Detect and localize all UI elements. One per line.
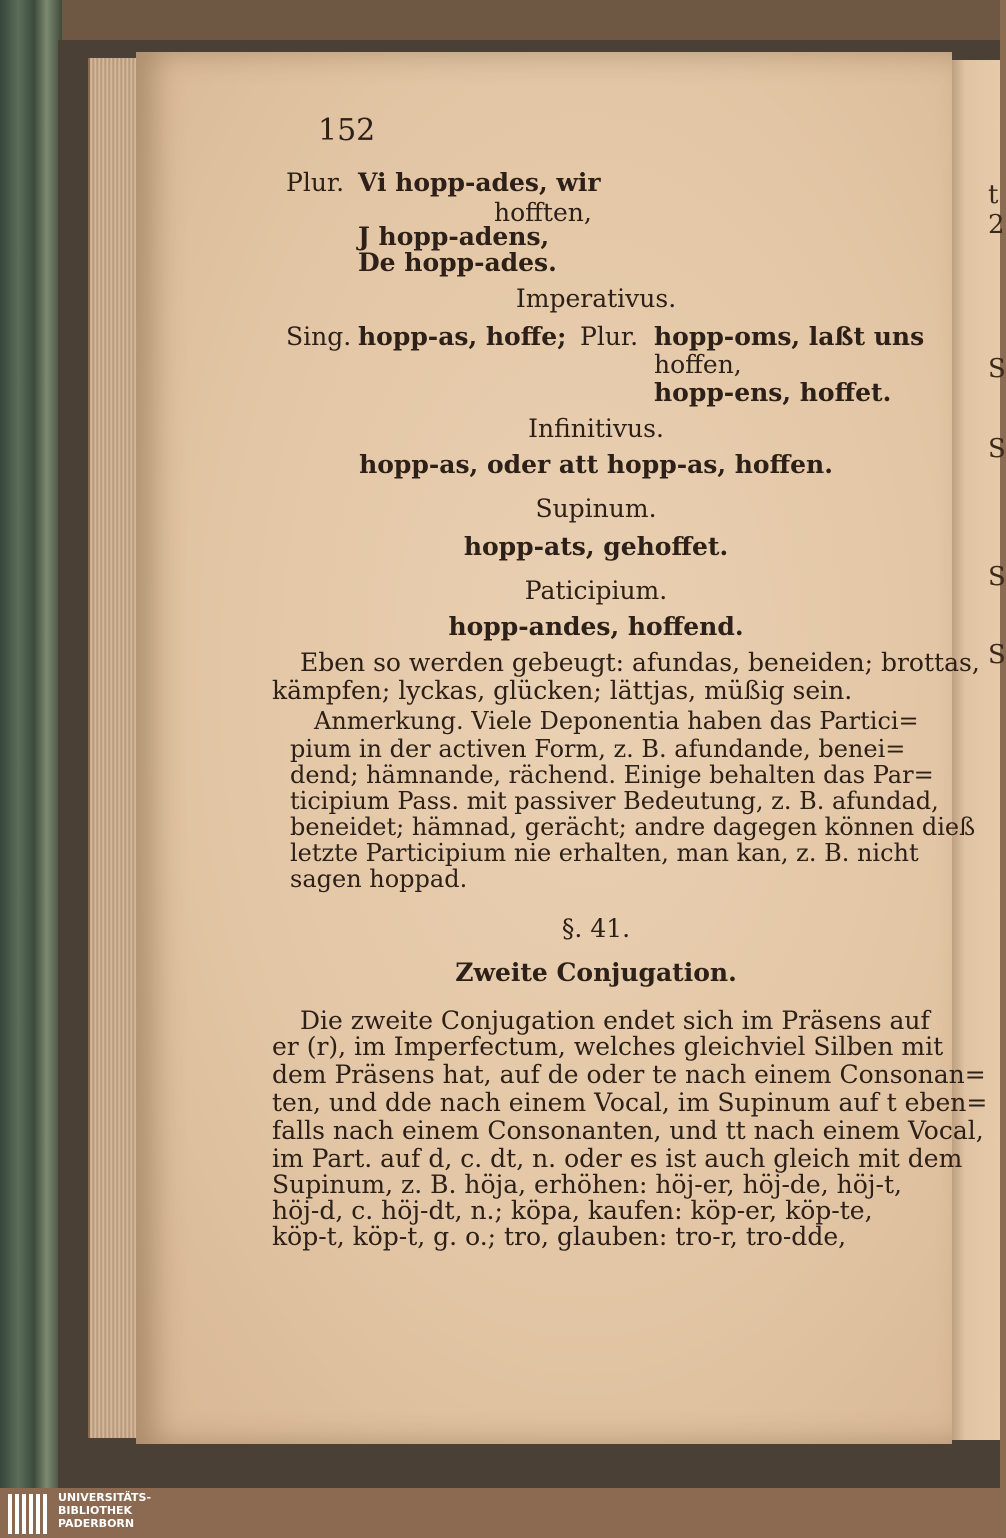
facing-page-fragment: 2 bbox=[988, 210, 1005, 240]
heading-supinum: Supinum. bbox=[535, 494, 657, 523]
plural-label: Plur. bbox=[286, 168, 345, 197]
library-name-line: UNIVERSITÄTS- bbox=[58, 1491, 152, 1504]
note-line: sagen hoppad. bbox=[290, 865, 468, 893]
conjugation-line: J hopp-adens, bbox=[358, 222, 550, 251]
section-title: Zweite Conjugation. bbox=[455, 958, 737, 987]
heading-imperativus: Imperativus. bbox=[515, 284, 677, 313]
note-line: dend; hämnande, rächend. Einige behalten das Par= bbox=[290, 761, 934, 789]
text-line: höj-d, c. höj-dt, n.; köpa, kaufen: köp-er, köp-te, bbox=[272, 1196, 873, 1225]
text-line: im Part. auf d, c. dt, n. oder es ist auch gleich mit dem bbox=[272, 1144, 963, 1173]
text-line: Eben so werden gebeugt: afundas, beneiden; brottas, bbox=[300, 648, 980, 677]
plural-label: Plur. bbox=[580, 322, 639, 351]
page-number: 152 bbox=[318, 113, 376, 148]
facing-page-fragment: S bbox=[988, 562, 1006, 592]
text-line: ten, und dde nach einem Vocal, im Supinum auf t eben= bbox=[272, 1088, 988, 1117]
text-line: Die zweite Conjugation endet sich im Präsens auf bbox=[300, 1006, 930, 1035]
section-number: §. 41. bbox=[561, 914, 631, 943]
note-line: ticipium Pass. mit passiver Bedeutung, z. B. afundad, bbox=[290, 787, 939, 815]
book-spine bbox=[0, 0, 62, 1488]
singular-label: Sing. bbox=[286, 322, 352, 351]
library-name-line: PADERBORN bbox=[58, 1517, 135, 1530]
conjugation-line: hofften, bbox=[494, 198, 592, 227]
facing-page bbox=[950, 60, 1000, 1440]
heading-participium: Paticipium. bbox=[524, 576, 668, 605]
conjugation-line: De hopp-ades. bbox=[358, 248, 557, 277]
text-line: kämpfen; lyckas, glücken; lättjas, müßig sein. bbox=[272, 676, 853, 705]
text-line: dem Präsens hat, auf de oder te nach einem Consonan= bbox=[272, 1060, 986, 1089]
text-line: er (r), im Imperfectum, welches gleichviel Silben mit bbox=[272, 1032, 944, 1061]
library-name-line: BIBLIOTHEK bbox=[58, 1504, 133, 1517]
note-line: beneidet; hämnad, gerächt; andre dagegen können dieß bbox=[290, 813, 976, 841]
library-name bbox=[58, 1491, 151, 1530]
infinitive-form: hopp-as, oder att hopp-as, hoffen. bbox=[359, 450, 833, 479]
text-line: falls nach einem Consonanten, und tt nach einem Vocal, bbox=[272, 1116, 984, 1145]
facing-page-fragment: S bbox=[988, 354, 1006, 384]
library-logo-icon bbox=[8, 1494, 50, 1534]
text-line: Supinum, z. B. höja, erhöhen: höj-er, höj-de, höj-t, bbox=[272, 1170, 902, 1199]
imperative-plural: hoffen, bbox=[654, 350, 742, 379]
note-line: Anmerkung. Viele Deponentia haben das Partici= bbox=[314, 707, 919, 735]
conjugation-line: Vi hopp-ades, wir bbox=[358, 168, 601, 197]
facing-page-fragment: S bbox=[988, 640, 1006, 670]
supinum-form: hopp-ats, gehoffet. bbox=[463, 532, 729, 561]
text-line: köp-t, köp-t, g. o.; tro, glauben: tro-r, tro-dde, bbox=[272, 1222, 847, 1251]
facing-page-fragment: S bbox=[988, 434, 1006, 464]
imperative-plural: hopp-ens, hoffet. bbox=[654, 378, 892, 407]
participium-form: hopp-andes, hoffend. bbox=[448, 612, 744, 641]
page-edges bbox=[88, 58, 140, 1438]
note-line: letzte Participium nie erhalten, man kan, z. B. nicht bbox=[290, 839, 919, 867]
imperative-singular: hopp-as, hoffe; bbox=[358, 322, 567, 351]
note-line: pium in der activen Form, z. B. afundande, benei= bbox=[290, 735, 906, 763]
imperative-plural: hopp-oms, laßt uns bbox=[654, 322, 925, 351]
heading-infinitivus: Infinitivus. bbox=[528, 414, 664, 443]
facing-page-fragment: t bbox=[988, 180, 999, 210]
